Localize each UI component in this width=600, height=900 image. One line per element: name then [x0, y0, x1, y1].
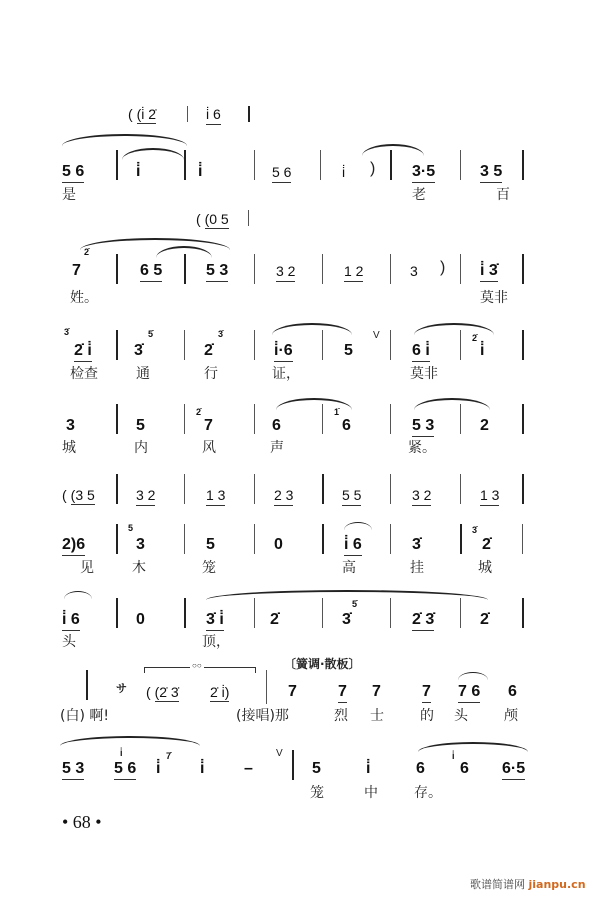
- note: 7 6: [458, 683, 480, 703]
- note: 3 2: [412, 486, 431, 506]
- note: 6 i̇: [412, 342, 430, 362]
- lyric: 行: [204, 366, 218, 382]
- note: 3: [136, 536, 145, 553]
- intro-phrase-2: 2̇ i̇): [210, 684, 230, 700]
- note: 5 3: [412, 417, 434, 437]
- grace-note: 2̇: [84, 247, 90, 257]
- lyric: 通: [136, 366, 150, 382]
- grace-note: 3̇: [218, 329, 224, 339]
- page-number: • 68 •: [62, 812, 102, 832]
- note: ( (3 5: [62, 487, 95, 503]
- close-paren: ): [370, 160, 376, 177]
- barline: [522, 474, 524, 504]
- barline: [322, 474, 324, 504]
- note: 3̇ i̇: [206, 611, 224, 631]
- barline: [522, 598, 524, 628]
- lyric: 莫非: [480, 290, 508, 306]
- note: 7: [422, 683, 431, 703]
- note: 6: [460, 760, 469, 777]
- lyric: 烈: [334, 708, 348, 724]
- section-label: 〔簧调·散板〕: [284, 657, 361, 671]
- breath-mark: V: [276, 748, 283, 759]
- slur: [62, 134, 187, 146]
- barline: [254, 150, 255, 180]
- barline: [254, 598, 255, 628]
- barline: [266, 670, 267, 704]
- lyric: 姓。: [70, 290, 98, 306]
- barline: [390, 404, 391, 434]
- note: 2̇ 3̇: [412, 611, 434, 631]
- lyric: 存。: [414, 785, 442, 801]
- slur: [60, 736, 200, 746]
- slur: [414, 398, 490, 410]
- barline: [116, 330, 118, 360]
- note: 2̇: [204, 342, 213, 359]
- barline: [390, 254, 391, 284]
- note: i̇: [480, 342, 485, 359]
- barline: [322, 404, 323, 434]
- note: 0: [274, 536, 283, 553]
- barline: [322, 330, 323, 360]
- grace-note: 3̇: [64, 327, 70, 337]
- barline: [184, 474, 185, 504]
- barline: [522, 254, 524, 284]
- breath-mark: V: [373, 330, 380, 341]
- barline: [390, 474, 391, 504]
- lyric: 中: [364, 785, 378, 801]
- note: i̇ 3̇: [480, 262, 498, 282]
- note: 6: [272, 417, 281, 434]
- watermark-cn: 歌谱简谱网: [470, 878, 525, 891]
- close-paren: ): [440, 259, 446, 276]
- slur: [362, 144, 424, 156]
- note: 6: [342, 417, 351, 434]
- note: 2 3: [274, 486, 293, 506]
- note: i̇ 6: [62, 611, 80, 631]
- note: 6: [508, 683, 517, 700]
- tie: [64, 591, 92, 599]
- note: i̇ 6: [344, 536, 362, 556]
- note: 2̇: [482, 536, 491, 553]
- note: 5: [206, 536, 215, 553]
- tie: [458, 672, 488, 680]
- note: i̇: [200, 760, 205, 777]
- lyric: 老: [412, 187, 426, 203]
- note: 0: [136, 611, 145, 628]
- note: 7: [72, 262, 81, 279]
- note: 5 3: [62, 760, 84, 780]
- lyric: 头: [454, 708, 468, 724]
- barline: [522, 150, 524, 180]
- note: 5: [312, 760, 321, 777]
- barline: [248, 106, 250, 122]
- barline: [116, 598, 118, 628]
- barline: [116, 404, 118, 434]
- note: 3̇: [134, 342, 143, 359]
- lyric: 的: [420, 708, 434, 724]
- lyric: 笼: [310, 785, 324, 801]
- intro-phrase-1: ( (i̇ 2̇: [128, 106, 157, 122]
- barline: [184, 598, 186, 628]
- grace-note: 1̇: [334, 407, 340, 417]
- note: 2̇: [480, 611, 489, 628]
- note: 3: [410, 263, 418, 279]
- slur: [80, 238, 230, 250]
- note: –: [244, 760, 253, 777]
- barline: [254, 524, 255, 554]
- lyric: 风: [202, 440, 216, 456]
- slur: [206, 590, 488, 600]
- barline: [86, 670, 88, 700]
- lyric: 颅: [504, 708, 518, 724]
- spoken-cue: (白) 啊!: [60, 708, 109, 724]
- barline: [254, 474, 255, 504]
- note: 6: [416, 760, 425, 777]
- lyric: 顶，: [202, 634, 230, 650]
- barline: [116, 254, 118, 284]
- note: 5: [344, 342, 353, 359]
- barline: [184, 524, 185, 554]
- note: i̇: [366, 760, 371, 777]
- note: 2̇ i̇: [74, 342, 92, 362]
- barline: [116, 524, 118, 554]
- grace-note: 5̇: [352, 599, 358, 609]
- note: 5: [136, 417, 145, 434]
- slur: [414, 323, 494, 335]
- grace-note: i̇: [452, 751, 455, 761]
- note: 2)6: [62, 536, 85, 556]
- slur: [122, 148, 184, 160]
- note: i̇: [156, 760, 161, 777]
- barline: [390, 524, 391, 554]
- note: 1 3: [206, 486, 225, 506]
- lyric: 内: [134, 440, 148, 456]
- lyric: 证，: [272, 366, 300, 382]
- note: 1 2: [344, 262, 363, 282]
- barline: [460, 404, 461, 434]
- note: 3 2: [136, 486, 155, 506]
- grace-note: 5̇: [148, 329, 154, 339]
- note: 7: [372, 683, 381, 700]
- lyric: 是: [62, 187, 76, 203]
- lyric: 紧。: [408, 440, 436, 456]
- note: 2̇: [270, 611, 279, 628]
- barline: [184, 404, 185, 434]
- note: 3 2: [276, 262, 295, 282]
- free-meter-sign: サ: [116, 683, 127, 695]
- grace-note: i̇: [120, 748, 123, 758]
- barline: [184, 330, 185, 360]
- note: i̇: [342, 164, 346, 180]
- watermark: [470, 876, 586, 892]
- intro-phrase: ( (0 5: [196, 211, 229, 227]
- note: 3̇: [342, 611, 351, 628]
- sing-cue: (接唱)那: [236, 708, 289, 724]
- barline: [460, 330, 461, 360]
- barline: [522, 330, 524, 360]
- barline: [460, 598, 461, 628]
- lyric: 城: [478, 560, 492, 576]
- note: i̇: [136, 163, 141, 180]
- barline: [460, 150, 461, 180]
- barline: [187, 106, 188, 122]
- lyric: 挂: [410, 560, 424, 576]
- note: 7: [338, 683, 347, 703]
- note: 3·5: [412, 163, 435, 183]
- barline: [292, 750, 294, 780]
- barline: [390, 330, 391, 360]
- note: i̇·6: [274, 342, 293, 362]
- lyric: 检查: [70, 366, 98, 382]
- grace-note: 5: [128, 523, 134, 533]
- note: 3̇: [412, 536, 421, 553]
- fermata-circles: ○○: [192, 661, 202, 670]
- slur: [418, 742, 528, 752]
- note: 7: [204, 417, 213, 434]
- lyric: 声: [270, 440, 284, 456]
- note: 6 5: [140, 262, 162, 282]
- barline: [184, 254, 186, 284]
- note: 2: [480, 417, 489, 434]
- grace-note: 7̇: [166, 751, 172, 761]
- slur: [272, 323, 352, 335]
- lyric: 城: [62, 440, 76, 456]
- barline: [390, 598, 391, 628]
- grace-note: 3̇: [472, 525, 478, 535]
- note: 3: [66, 417, 75, 434]
- note: i̇: [198, 163, 203, 180]
- intro-phrase-2: i̇ 6: [206, 105, 221, 125]
- barline: [254, 330, 255, 360]
- barline: [460, 254, 461, 284]
- note: 7: [288, 683, 297, 700]
- barline: [248, 210, 249, 226]
- barline: [322, 254, 323, 284]
- barline: [116, 150, 118, 180]
- barline: [254, 254, 255, 284]
- watermark-site: jianpu.cn: [528, 878, 586, 891]
- barline: [184, 150, 186, 180]
- note: 6·5: [502, 760, 525, 780]
- barline: [460, 474, 461, 504]
- note: 5 5: [342, 486, 361, 506]
- barline: [116, 474, 118, 504]
- note: 5 3: [206, 262, 228, 282]
- barline: [522, 404, 524, 434]
- lyric: 木: [132, 560, 146, 576]
- note: 1 3: [480, 486, 499, 506]
- grace-note: 2̇: [196, 407, 202, 417]
- note: 5 6: [62, 163, 84, 183]
- barline: [390, 150, 392, 180]
- barline: [254, 404, 255, 434]
- lyric: 士: [370, 708, 384, 724]
- note: 3 5: [480, 163, 502, 183]
- barline: [522, 524, 523, 554]
- note: 5 6: [114, 760, 136, 780]
- barline: [322, 524, 324, 554]
- grace-note: 2̇: [472, 333, 478, 343]
- note: 5 6: [272, 163, 291, 183]
- slur: [276, 398, 352, 410]
- tie: [344, 522, 372, 530]
- barline: [320, 150, 321, 180]
- lyric: 头: [62, 634, 76, 650]
- lyric: 笼: [202, 560, 216, 576]
- lyric: 见: [80, 560, 94, 576]
- intro-phrase-1: ( (2̇ 3̇: [146, 684, 179, 700]
- lyric: 高: [342, 560, 356, 576]
- lyric: 莫非: [410, 366, 438, 382]
- barline: [322, 598, 323, 628]
- lyric: 百: [496, 187, 510, 203]
- barline: [460, 524, 462, 554]
